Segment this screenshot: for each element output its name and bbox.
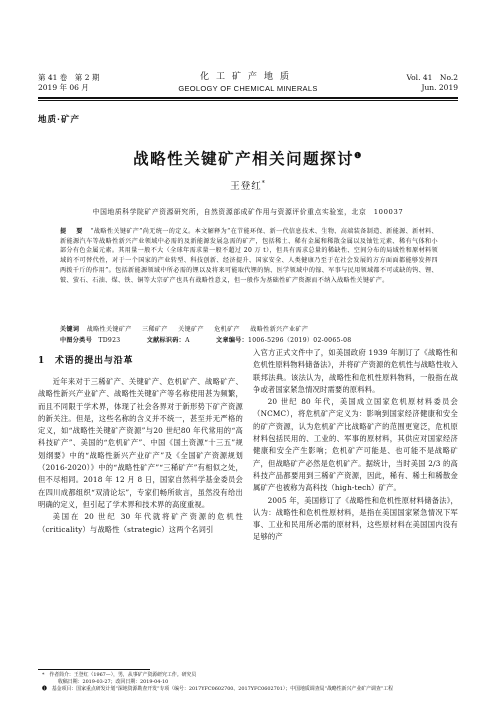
keywords-label: 关键词 [60, 326, 80, 333]
paragraph: 入官方正式文件中了，如美国政府 1939 年制订了《战略性和危机性原料物料储备法》，并将矿产资源的危机性与战略性收入联邦法典。该法认为，战略性和危机性原料物料，一般指在战争或者国家紧急情况时需要的原料料。 [253, 348, 458, 394]
abstract [60, 227, 438, 285]
paragraph: 美国在 20 世纪 30 年代就将矿产资源的危机性（criticality）与战略性（strategic）这两个名词引 [38, 512, 243, 534]
header-rule-thick [38, 97, 458, 99]
classification-codes: 中图分类号 TD923 文献标识码：A 文章编号：1006-5296（2019）02-0065-08 [60, 337, 352, 344]
volume-issue-en: Vol. 41 No.2 Jun. 2019 [406, 73, 458, 92]
document-code: A [185, 337, 190, 344]
keyword: 战略性新兴产业矿产 [250, 326, 309, 333]
footnote-author: * 作者简介：王登红（1967—），男，从事矿产资源研究工作。研究员 [42, 672, 197, 678]
title-footnote-mark: ❶ [354, 149, 363, 160]
journal-name: 化工矿产地质 GEOLOGY OF CHEMICAL MINERALS [178, 72, 318, 93]
footnotes [42, 672, 462, 693]
paragraph: 2005 年，美国修订了《战略性和危机性原材料储备法》，认为：战略性和危机性原材料，是指在美国国家紧急情况下军事、工业和民用所必需的原材料，这些原材料在美国国内没有足够的产 [253, 495, 458, 542]
volume-issue: 第 41 卷 第 2 期 2019 年 06 月 [38, 73, 100, 92]
abstract-text: “战略性关键矿产”尚无统一的定义。本文解释为“在节能环保、新一代信息技术、生物、高端装备制造、新能源、新材料、新能源汽车等战略性新兴产业领域中必需的及新能源发展急需的矿产，包括稀土、稀有金属和稀散金属以及铀钍元素、稀有气体和小部分有色金属元素。其用量一般不大（全球年需求量一般不超过 20 万 t），但具有需求总量的稀缺性、空间分布的局域性和原材料领域的不可替代性，对于一个国家的产业转型、科技创新、经济提升、国家安全、人类健康乃至于在社会发展的方方面面都能够发挥四两拨千斤的作用”。包括新能源领域中所必需的锂以及将来可能取代锂的钠、医学领域中的镓、军事与民用领域都不可或缺的钨、锂、铍、萤石、石油、煤、铁、铜等大宗矿产也具有战略性意义，但一般作为基础性矿产资源而不纳入战略性关键矿产。 [60, 228, 438, 284]
footnote-dates: 收稿日期：2019-03-27；改回日期：2019-04-10 [58, 679, 169, 685]
keywords [60, 324, 438, 333]
affiliation: 中国地质科学院矿产资源研究所，自然资源部成矿作用与资源评价重点实验室，北京 100037 [92, 208, 404, 216]
body-column-left [38, 376, 243, 536]
section-label: 地质·矿产 [38, 115, 80, 125]
keyword: 危机矿产 [214, 326, 240, 333]
section-heading: 1 术语的提出与沿革 [38, 356, 134, 366]
abstract-label: 提 要 [60, 228, 85, 235]
body-column-right [253, 347, 458, 544]
paragraph: 20 世纪 80 年代，美国成立国家危机原材料委员会（NCMC），将危机矿产定义为：影响到国家经济健康和安全的矿产资源，认为危机矿产比战略矿产的范围更宽泛，危机原材料包括民用的、工业的、军事的原材料，其供应对国家经济健康和安全产生影响；危机矿产可能是、也可能不是战略矿产，但战略矿产必然是危机矿产。据统计，当时美国 2/3 的高科技产品都要用到三稀矿产资源，因此，稀有、稀土和稀散金属矿产也被称为高科技（high-tech）矿产。 [253, 397, 458, 493]
keyword: 三稀矿产 [142, 326, 168, 333]
keyword: 关键矿产 [178, 326, 204, 333]
footnote-rule [38, 669, 150, 670]
article-number: 1006-5296（2019）02-0065-08 [248, 337, 352, 344]
paragraph: 近年来对于三稀矿产、关键矿产、危机矿产、战略矿产、战略性新兴产业矿产、战略性关键矿产等名称使用甚为频繁，而且不同限于学术界，体现了社会各界对于新形势下矿产资源的新关注。但是，这些名称的含义并不统一，甚至并无严格的定义，如“战略性关键矿产资源”与20 世纪80 年代常用的“高科技矿产”、美国的“危机矿产”、中国《国土资源“十三五”规划纲要》中的“战略性新兴产业矿产”及《全国矿产资源规划（2016-2020）》中的“战略性矿产”“三稀矿产”有相似之处，但不尽相同。2018 年 12 月 8 日，国家自然科学基金委员会在四川成都组织“双清论坛”，专家们畅所欲言，虽然没有给出明确的定义，但引起了学术界和技术界的高度重视。 [38, 377, 243, 509]
keyword: 战略性关键矿产 [86, 326, 132, 333]
author-footnote-mark: * [261, 179, 266, 187]
author: 王登红* [230, 179, 266, 192]
header-rule-thin [38, 100, 458, 101]
article-title: 战略性关键矿产相关问题探讨$^❶$ [133, 149, 363, 168]
clc-code: TD923 [98, 337, 121, 344]
footnote-funding: ❶ 基金项目：国家重点研发计划“深地资源勘查开发”专项（编号：2017YFC0602700、2017YFC0602701）；中国地质调查局“战略性新兴产业矿产调查”工程 [42, 686, 394, 692]
